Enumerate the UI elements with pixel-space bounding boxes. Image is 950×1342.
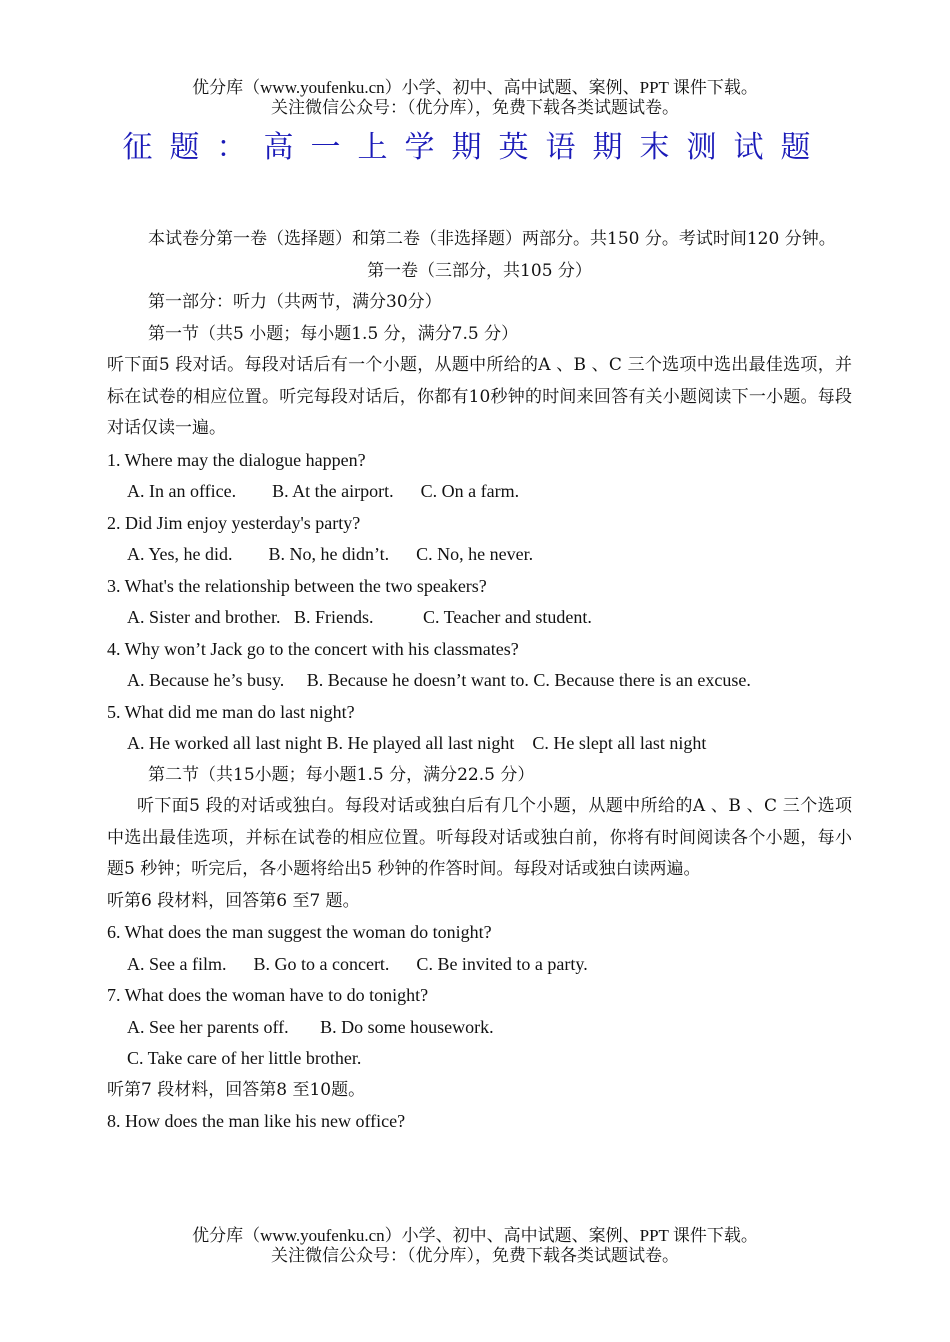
section2-heading: 第二节（共15小题；每小题1.5 分，满分22.5 分） [148, 764, 535, 785]
question-7-options: A. See her parents off. B. Do some housework. [127, 1016, 494, 1037]
question-3-options: A. Sister and brother. B. Friends. C. Teacher and student. [127, 607, 592, 627]
section1-heading: 第一节（共5 小题；每小题1.5 分，满分7.5 分） [148, 323, 519, 344]
header-line-2: 关注微信公众号：（优分库），免费下载各类试题试卷。 [271, 98, 679, 117]
part-heading: 第一部分：听力（共两节，满分30分） [148, 292, 442, 312]
intro-paragraph: 本试卷分第一卷（选择题）和第二卷（非选择题）两部分。共150 分。考试时间120 分钟。 [148, 229, 836, 249]
question-5-options: A. He worked all last night B. He played all last night C. He slept all last night [127, 733, 707, 753]
question-6-options: A. See a film. B. Go to a concert. C. Be invited to a party. [127, 953, 588, 974]
question-2-options: A. Yes, he did. B. No, he didn’t. C. No, he never. [127, 544, 534, 564]
material-6-note: 听第6 段材料，回答第6 至7 题。 [107, 890, 360, 911]
footer-line-2: 关注微信公众号：（优分库），免费下载各类试题试卷。 [271, 1246, 679, 1265]
question-2: 2. Did Jim enjoy yesterday's party? [107, 512, 361, 533]
question-7-option-c: C. Take care of her little brother. [127, 1048, 362, 1068]
question-6: 6. What does the man suggest the woman do tonight? [107, 922, 492, 942]
question-7: 7. What does the woman have to do tonight? [107, 985, 429, 1005]
volume-heading: 第一卷（三部分，共105 分） [367, 260, 592, 281]
material-7-note: 听第7 段材料，回答第8 至10题。 [107, 1079, 366, 1100]
question-3: 3. What's the relationship between the two speakers? [107, 575, 487, 596]
section2-instructions: 听下面5 段的对话或独白。每段对话或独白后有几个小题，从题中所给的A 、B 、C 三个选项中选出最佳选项，并标在试卷的相应位置。听每段对话或独白前，你将有时间阅读各个小题，每小题5 秒钟；听完后，各小题将给出5 秒钟的作答时间。每段对话或独白读两遍。 [107, 796, 852, 879]
question-4-options: A. Because he’s busy. B. Because he doesn’t want to. C. Because there is an excuse. [127, 670, 751, 690]
exam-body [107, 224, 852, 1138]
question-5: 5. What did me man do last night? [107, 701, 355, 722]
footer-line-1: 优分库（www.youfenku.cn）小学、初中、高中试题、案例、PPT 课件下载。 [192, 1226, 758, 1245]
page-title: 征题：高一上学期英语期末测试题 [122, 130, 828, 165]
question-8: 8. How does the man like his new office? [107, 1111, 406, 1131]
question-1-options: A. In an office. B. At the airport. C. On a farm. [127, 481, 520, 501]
question-4: 4. Why won’t Jack go to the concert with his classmates? [107, 638, 519, 659]
header-line-1: 优分库（www.youfenku.cn）小学、初中、高中试题、案例、PPT 课件下载。 [192, 78, 758, 97]
section1-instructions: 听下面5 段对话。每段对话后有一个小题，从题中所给的A 、B 、C 三个选项中选出最佳选项，并标在试卷的相应位置。听完每段对话后，你都有10秒钟的时间来回答有关小题阅读下一小题。每段对话仅读一遍。 [107, 355, 852, 438]
question-1: 1. Where may the dialogue happen? [107, 449, 366, 470]
